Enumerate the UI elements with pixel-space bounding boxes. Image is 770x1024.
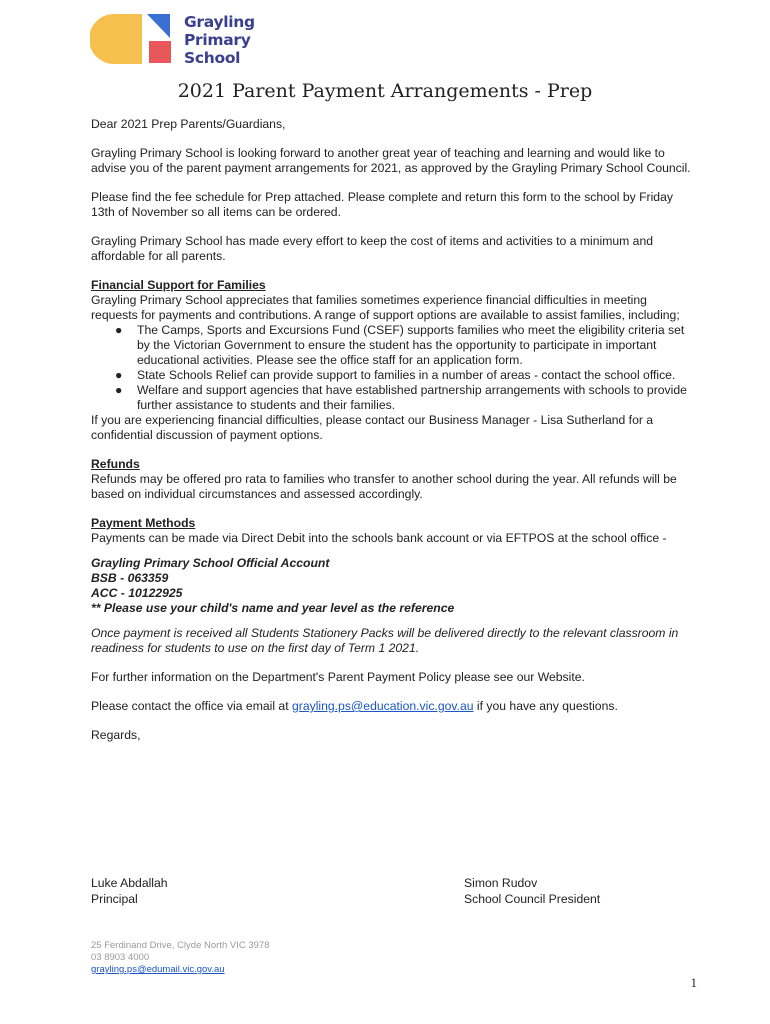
footer: [91, 940, 269, 976]
logo-line-2: Primary: [184, 31, 251, 49]
payment-reference-note: ** Please use your child's name and year level as the reference: [91, 601, 455, 615]
footer-phone: 03 8903 4000: [91, 952, 150, 963]
footer-email-link[interactable]: grayling.ps@edumail.vic.gov.au: [91, 964, 225, 975]
payment-methods-heading: Payment Methods: [91, 516, 196, 530]
greeting: Dear 2021 Prep Parents/Guardians,: [91, 117, 286, 131]
financial-support-intro: Grayling Primary School appreciates that families sometimes experience financial difficulties in meeting requests for payments and contributions. A range of support options are available to assist families, including;: [91, 293, 680, 322]
paragraph-intro: Grayling Primary School is looking forward to another great year of teaching and learning and would like to advise you of the parent payment arrangements for 2021, as approved by the Grayling Primary School Council.: [91, 146, 691, 175]
list-item: ● The Camps, Sports and Excursions Fund (CSEF) supports families who meet the eligibility criteria set by the Victorian Government to ensure the student has the opportunity to participate in important educational activities. Please see the office staff for an application form.: [115, 323, 685, 367]
financial-support-outro: If you are experiencing financial difficulties, please contact our Business Manager - Lisa Sutherland for a confidential discussion of payment options.: [91, 413, 654, 442]
president-role: School Council President: [464, 892, 601, 906]
contact-email-link[interactable]: grayling.ps@education.vic.gov.au: [291, 699, 474, 713]
account-bsb: BSB - 063359: [91, 571, 169, 585]
page-title: 2021 Parent Payment Arrangements - Prep: [177, 80, 593, 102]
bullet-icon: ●: [115, 323, 123, 337]
contact-line: Please contact the office via email at grayling.ps@education.vic.gov.au if you have any questions.: [91, 699, 618, 713]
signature-president: [464, 875, 600, 907]
letter-body: [91, 117, 696, 743]
logo-mark-icon: [90, 12, 180, 68]
account-number: ACC - 10122925: [91, 586, 183, 600]
bullet-icon: ●: [115, 368, 123, 382]
support-options-list: [91, 323, 696, 413]
list-item: ● Welfare and support agencies that have established partnership arrangements with schools to provide further assistance to students and their families.: [115, 383, 687, 412]
refunds-text: Refunds may be offered pro rata to families who transfer to another school during the year. All refunds will be based on individual circumstances and assessed accordingly.: [91, 472, 677, 501]
logo-line-1: Grayling: [184, 13, 255, 31]
further-info: For further information on the Department's Parent Payment Policy please see our Website.: [91, 670, 585, 684]
principal-name: Luke Abdallah: [91, 876, 168, 890]
logo-wordmark: [184, 13, 255, 67]
financial-support-heading: Financial Support for Families: [91, 278, 266, 292]
stationery-note: Once payment is received all Students Stationery Packs will be delivered directly to the relevant classroom in readiness for students to use on the first day of Term 1 2021.: [91, 626, 679, 655]
page-number: 1: [690, 975, 697, 990]
principal-role: Principal: [91, 892, 138, 906]
footer-address: 25 Ferdinand Drive, Clyde North VIC 3978: [91, 940, 270, 951]
list-item: ● State Schools Relief can provide support to families in a number of areas - contact the school office.: [115, 368, 676, 382]
account-name: Grayling Primary School Official Account: [91, 556, 330, 570]
logo-line-3: School: [184, 49, 241, 67]
regards: Regards,: [91, 728, 141, 742]
bullet-icon: ●: [115, 383, 123, 397]
school-logo: [90, 12, 280, 68]
payment-methods-text: Payments can be made via Direct Debit into the schools bank account or via EFTPOS at the school office -: [91, 531, 667, 545]
refunds-heading: Refunds: [91, 457, 140, 471]
paragraph-fee-schedule: Please find the fee schedule for Prep attached. Please complete and return this form to the school by Friday 13th of November so all items can be ordered.: [91, 190, 673, 219]
paragraph-cost: Grayling Primary School has made every effort to keep the cost of items and activities to a minimum and affordable for all parents.: [91, 234, 654, 263]
signature-principal: [91, 875, 168, 907]
president-name: Simon Rudov: [464, 876, 538, 890]
